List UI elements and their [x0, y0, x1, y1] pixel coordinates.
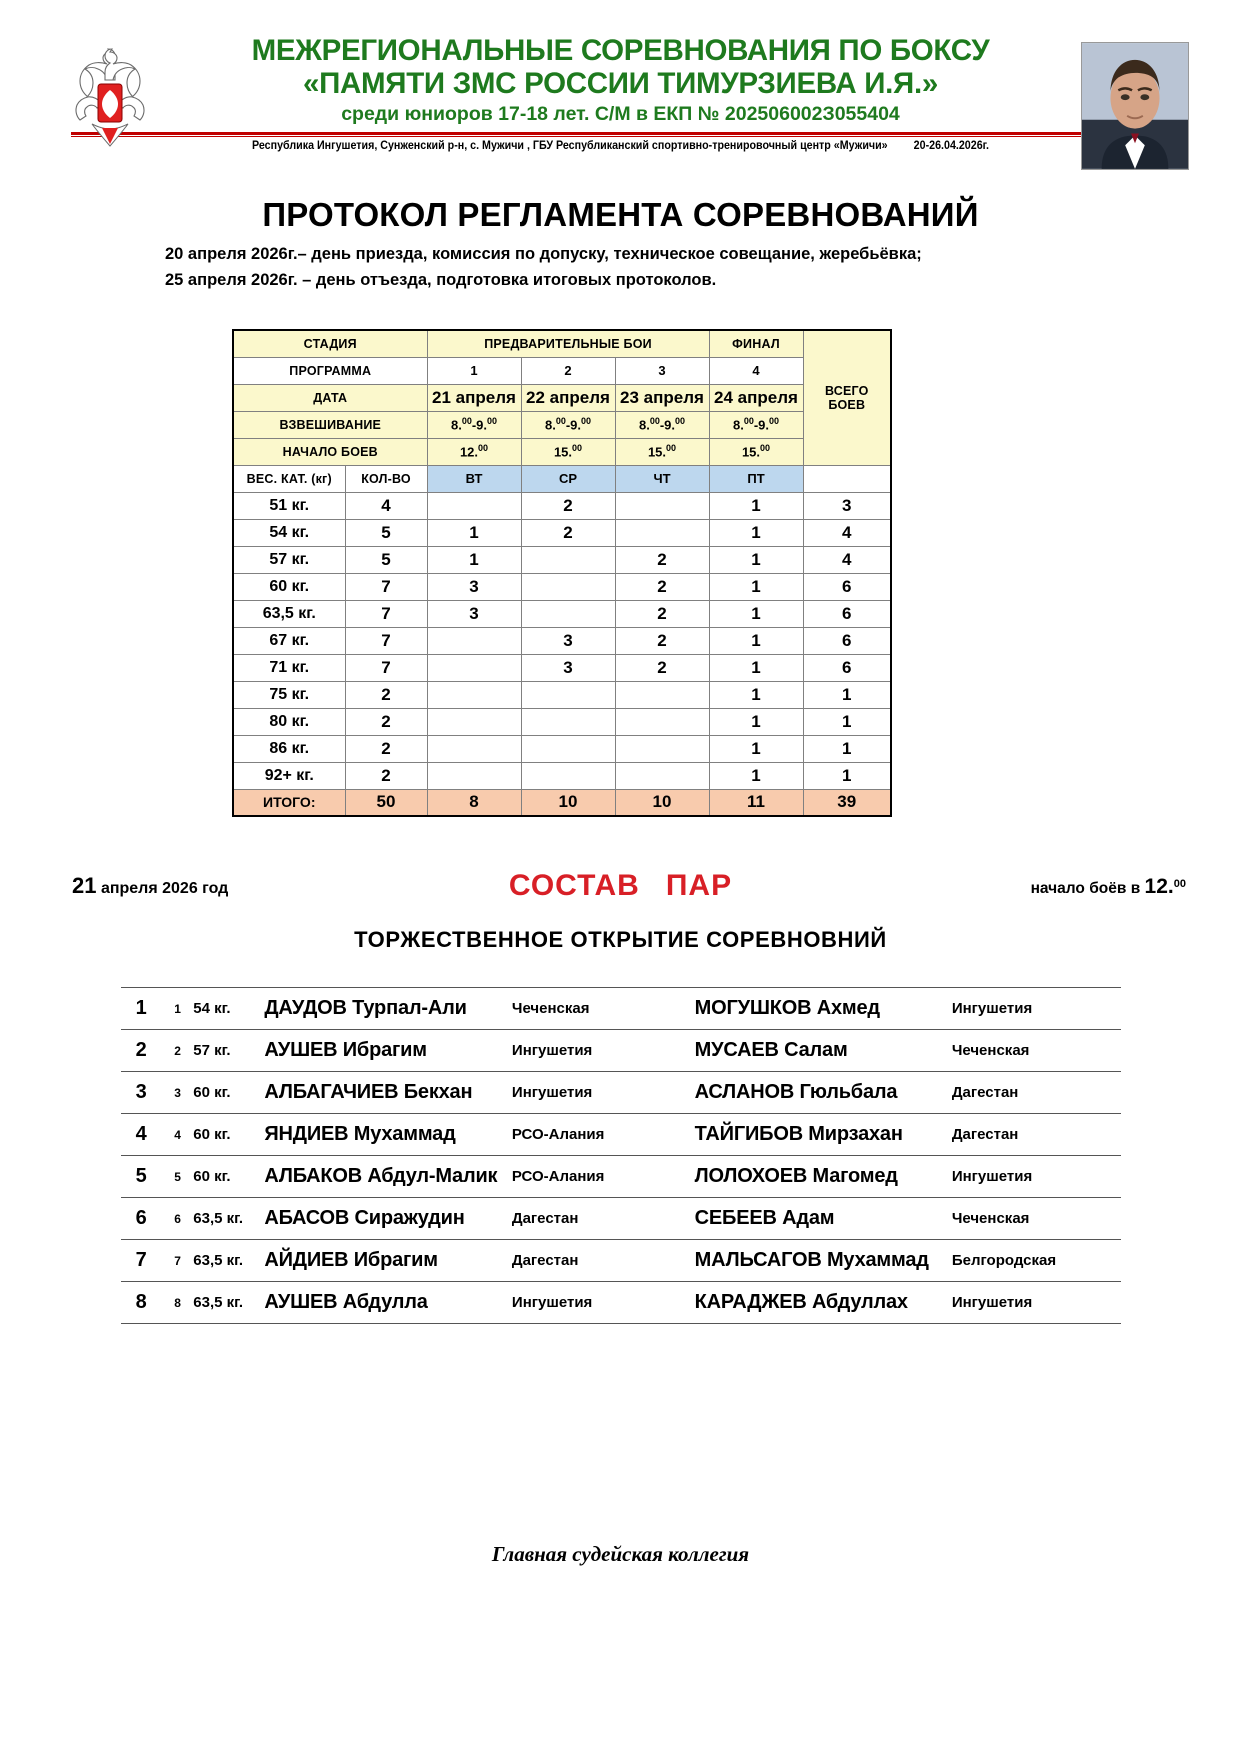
- bout-weight: 60 кг.: [193, 1072, 264, 1114]
- day4-bouts: 1: [709, 762, 803, 789]
- weight-category: 63,5 кг.: [233, 600, 345, 627]
- weight-category: 51 кг.: [233, 492, 345, 519]
- totals-label: ИТОГО:: [233, 789, 345, 816]
- blue-corner-boxer: МАЛЬСАГОВ Мухаммад: [695, 1240, 952, 1282]
- weekday-1: ВТ: [427, 465, 521, 492]
- start-1: 12.00: [427, 438, 521, 465]
- totals-day4: 11: [709, 789, 803, 816]
- day4-bouts: 1: [709, 492, 803, 519]
- day4-bouts: 1: [709, 654, 803, 681]
- day3-bouts: 2: [615, 546, 709, 573]
- day1-bouts: 3: [427, 573, 521, 600]
- day4-bouts: 1: [709, 519, 803, 546]
- bout-weight: 54 кг.: [193, 988, 264, 1030]
- day1-bouts: 1: [427, 546, 521, 573]
- bouts-table: [121, 987, 1121, 1324]
- date-1: 21 апреля: [427, 384, 521, 411]
- day1-bouts: [427, 492, 521, 519]
- program-1: 1: [427, 357, 521, 384]
- schedule-row-program: [233, 357, 891, 384]
- schedule-row-start: [233, 438, 891, 465]
- weekday-total-spacer: [803, 465, 891, 492]
- bout-weight: 60 кг.: [193, 1156, 264, 1198]
- weekday-3: ЧТ: [615, 465, 709, 492]
- row-total: 6: [803, 573, 891, 600]
- boxer-count: 2: [345, 762, 427, 789]
- table-row: [121, 1198, 1121, 1240]
- label-stage: СТАДИЯ: [233, 330, 427, 357]
- weight-category: 71 кг.: [233, 654, 345, 681]
- day2-bouts: [521, 573, 615, 600]
- blue-corner-region: Ингушетия: [952, 1282, 1121, 1324]
- table-row: [121, 1240, 1121, 1282]
- blue-corner-boxer: ТАЙГИБОВ Мирзахан: [695, 1114, 952, 1156]
- pairs-start-label: начало боёв в: [1030, 880, 1141, 898]
- venue-address: Республика Ингушетия, Сунженский р-н, с. Мужичи , ГБУ Республиканский спортивно-тренировочный центр «Мужичи»: [251, 140, 888, 153]
- weight-category: 80 кг.: [233, 708, 345, 735]
- blue-corner-region: Дагестан: [952, 1072, 1121, 1114]
- blue-corner-boxer: АСЛАНОВ Гюльбала: [695, 1072, 952, 1114]
- venue-line: [43, 140, 1197, 152]
- program-2: 2: [521, 357, 615, 384]
- document-intro: [165, 242, 1241, 293]
- day3-bouts: 2: [615, 600, 709, 627]
- day1-bouts: [427, 627, 521, 654]
- table-row: [233, 492, 891, 519]
- day3-bouts: [615, 762, 709, 789]
- memorial-portrait-image: [1081, 42, 1189, 170]
- start-2: 15.00: [521, 438, 615, 465]
- day2-bouts: 3: [521, 654, 615, 681]
- weight-category: 86 кг.: [233, 735, 345, 762]
- weight-category: 57 кг.: [233, 546, 345, 573]
- row-total: 4: [803, 546, 891, 573]
- row-total: 1: [803, 762, 891, 789]
- pairs-date-day: 21: [72, 873, 97, 899]
- event-title-line-2: «ПАМЯТИ ЗМС РОССИИ ТИМУРЗИЕВА И.Я.»: [303, 67, 938, 101]
- red-corner-region: Дагестан: [512, 1240, 695, 1282]
- schedule-row-weekday: [233, 465, 891, 492]
- day1-bouts: [427, 735, 521, 762]
- red-corner-region: Ингушетия: [512, 1030, 695, 1072]
- date-3: 23 апреля: [615, 384, 709, 411]
- weighin-2: 8.00-9.00: [521, 411, 615, 438]
- red-corner-boxer: АЙДИЕВ Ибрагим: [264, 1240, 512, 1282]
- weight-category: 92+ кг.: [233, 762, 345, 789]
- schedule-totals-row: [233, 789, 891, 816]
- red-corner-region: РСО-Алания: [512, 1156, 695, 1198]
- boxer-count: 2: [345, 708, 427, 735]
- bout-sub-number: 1: [162, 988, 193, 1030]
- boxer-count: 2: [345, 735, 427, 762]
- label-date: ДАТА: [233, 384, 427, 411]
- pairs-start-time: [1031, 875, 1186, 899]
- day3-bouts: [615, 708, 709, 735]
- day2-bouts: [521, 681, 615, 708]
- day2-bouts: [521, 708, 615, 735]
- table-row: [233, 708, 891, 735]
- blue-corner-region: Чеченская: [952, 1198, 1121, 1240]
- red-corner-boxer: ЯНДИЕВ Мухаммад: [264, 1114, 512, 1156]
- red-corner-boxer: АУШЕВ Ибрагим: [264, 1030, 512, 1072]
- program-3: 3: [615, 357, 709, 384]
- page-header-banner: [0, 0, 1241, 153]
- row-total: 3: [803, 492, 891, 519]
- day2-bouts: 2: [521, 492, 615, 519]
- day2-bouts: [521, 600, 615, 627]
- day3-bouts: [615, 681, 709, 708]
- bout-sub-number: 5: [162, 1156, 193, 1198]
- row-total: 1: [803, 735, 891, 762]
- day4-bouts: 1: [709, 708, 803, 735]
- pairs-start-value-sup: 00: [1173, 877, 1186, 890]
- day2-bouts: [521, 762, 615, 789]
- table-row: [121, 1282, 1121, 1324]
- schedule-table-wrapper: [0, 329, 1241, 817]
- totals-day3: 10: [615, 789, 709, 816]
- document-title: ПРОТОКОЛ РЕГЛАМЕНТА СОРЕВНОВАНИЙ: [262, 196, 979, 233]
- red-corner-boxer: АУШЕВ Абдулла: [264, 1282, 512, 1324]
- pairs-date-rest: апреля 2026 год: [100, 880, 229, 898]
- blue-corner-boxer: КАРАДЖЕВ Абдуллах: [695, 1282, 952, 1324]
- day3-bouts: 2: [615, 654, 709, 681]
- red-corner-boxer: АБАСОВ Сиражудин: [264, 1198, 512, 1240]
- date-4: 24 апреля: [709, 384, 803, 411]
- table-row: [233, 654, 891, 681]
- bout-number: 8: [121, 1282, 162, 1324]
- day1-bouts: [427, 708, 521, 735]
- day3-bouts: [615, 735, 709, 762]
- stage-final: ФИНАЛ: [709, 330, 803, 357]
- bout-weight: 63,5 кг.: [193, 1240, 264, 1282]
- day4-bouts: 1: [709, 600, 803, 627]
- label-program: ПРОГРАММА: [233, 357, 427, 384]
- red-corner-region: Чеченская: [512, 988, 695, 1030]
- program-4: 4: [709, 357, 803, 384]
- row-total: 4: [803, 519, 891, 546]
- boxer-count: 4: [345, 492, 427, 519]
- pairs-start-value: 12.: [1144, 875, 1174, 899]
- label-weighin: ВЗВЕШИВАНИЕ: [233, 411, 427, 438]
- ceremony-heading: ТОРЖЕСТВЕННОЕ ОТКРЫТИЕ СОРЕВНОВНИЙ: [354, 927, 887, 953]
- red-corner-region: Дагестан: [512, 1198, 695, 1240]
- bout-sub-number: 6: [162, 1198, 193, 1240]
- totals-day2: 10: [521, 789, 615, 816]
- event-title-line-1: МЕЖРЕГИОНАЛЬНЫЕ СОРЕВНОВАНИЯ ПО БОКСУ: [251, 34, 990, 67]
- blue-corner-boxer: МОГУШКОВ Ахмед: [695, 988, 952, 1030]
- weight-category: 75 кг.: [233, 681, 345, 708]
- intro-line-2: 25 апреля 2026г. – день отъезда, подготовка итоговых протоколов.: [165, 270, 717, 289]
- bout-number: 5: [121, 1156, 162, 1198]
- bout-weight: 63,5 кг.: [193, 1282, 264, 1324]
- bout-sub-number: 8: [162, 1282, 193, 1324]
- day4-bouts: 1: [709, 573, 803, 600]
- schedule-row-stage: [233, 330, 891, 357]
- table-row: [121, 1156, 1121, 1198]
- weekday-4: ПТ: [709, 465, 803, 492]
- totals-count: 50: [345, 789, 427, 816]
- table-row: [121, 988, 1121, 1030]
- day1-bouts: [427, 654, 521, 681]
- start-3: 15.00: [615, 438, 709, 465]
- table-row: [121, 1114, 1121, 1156]
- total-bouts-header-line2: БОЕВ: [828, 397, 866, 412]
- weight-category: 67 кг.: [233, 627, 345, 654]
- bout-weight: 63,5 кг.: [193, 1198, 264, 1240]
- venue-dates: 20-26.04.2026г.: [913, 140, 990, 153]
- red-corner-boxer: АЛБАГАЧИЕВ Бекхан: [264, 1072, 512, 1114]
- label-start: НАЧАЛО БОЕВ: [233, 438, 427, 465]
- start-4: 15.00: [709, 438, 803, 465]
- weighin-3: 8.00-9.00: [615, 411, 709, 438]
- totals-day1: 8: [427, 789, 521, 816]
- label-count: КОЛ-ВО: [345, 465, 427, 492]
- table-row: [233, 762, 891, 789]
- day1-bouts: 1: [427, 519, 521, 546]
- blue-corner-region: Ингушетия: [952, 988, 1121, 1030]
- row-total: 6: [803, 600, 891, 627]
- day2-bouts: [521, 546, 615, 573]
- day3-bouts: [615, 519, 709, 546]
- row-total: 1: [803, 708, 891, 735]
- bout-sub-number: 7: [162, 1240, 193, 1282]
- bout-number: 6: [121, 1198, 162, 1240]
- blue-corner-region: Дагестан: [952, 1114, 1121, 1156]
- header-divider-rule: [71, 132, 1171, 137]
- red-corner-boxer: АЛБАКОВ Абдул-Малик: [264, 1156, 512, 1198]
- table-row: [233, 519, 891, 546]
- red-corner-region: РСО-Алания: [512, 1114, 695, 1156]
- day4-bouts: 1: [709, 681, 803, 708]
- table-row: [233, 546, 891, 573]
- bout-weight: 57 кг.: [193, 1030, 264, 1072]
- day1-bouts: 3: [427, 600, 521, 627]
- table-row: [233, 627, 891, 654]
- bout-sub-number: 2: [162, 1030, 193, 1072]
- blue-corner-boxer: ЛОЛОХОЕВ Магомед: [695, 1156, 952, 1198]
- weekday-2: СР: [521, 465, 615, 492]
- bout-number: 2: [121, 1030, 162, 1072]
- boxer-count: 2: [345, 681, 427, 708]
- weight-category: 54 кг.: [233, 519, 345, 546]
- day1-bouts: [427, 681, 521, 708]
- boxer-count: 5: [345, 519, 427, 546]
- weighin-1: 8.00-9.00: [427, 411, 521, 438]
- row-total: 6: [803, 654, 891, 681]
- footer-signature: Главная судейская коллегия: [491, 1542, 750, 1566]
- event-subtitle: среди юниоров 17-18 лет. С/М в ЕКП № 202506002З055404: [341, 103, 900, 126]
- russian-emblem-icon: [62, 44, 158, 154]
- day3-bouts: 2: [615, 573, 709, 600]
- total-bouts-header: [803, 330, 891, 465]
- schedule-row-date: [233, 384, 891, 411]
- day2-bouts: [521, 735, 615, 762]
- weighin-4: 8.00-9.00: [709, 411, 803, 438]
- row-total: 1: [803, 681, 891, 708]
- day2-bouts: 2: [521, 519, 615, 546]
- table-row: [121, 1030, 1121, 1072]
- day4-bouts: 1: [709, 627, 803, 654]
- blue-corner-boxer: СЕБЕЕВ Адам: [695, 1198, 952, 1240]
- boxer-count: 7: [345, 600, 427, 627]
- boxer-count: 5: [345, 546, 427, 573]
- day1-bouts: [427, 762, 521, 789]
- bout-sub-number: 3: [162, 1072, 193, 1114]
- pairs-title-word-2: ПАР: [665, 869, 733, 903]
- boxer-count: 7: [345, 654, 427, 681]
- schedule-row-weighin: [233, 411, 891, 438]
- label-weight-cat: ВЕС. КАТ. (кг): [233, 465, 345, 492]
- bout-number: 3: [121, 1072, 162, 1114]
- pairs-header: [0, 869, 1241, 913]
- row-total: 6: [803, 627, 891, 654]
- bout-sub-number: 4: [162, 1114, 193, 1156]
- day3-bouts: [615, 492, 709, 519]
- boxer-count: 7: [345, 627, 427, 654]
- day4-bouts: 1: [709, 735, 803, 762]
- bout-weight: 60 кг.: [193, 1114, 264, 1156]
- red-corner-region: Ингушетия: [512, 1282, 695, 1324]
- totals-grand: 39: [803, 789, 891, 816]
- table-row: [121, 1072, 1121, 1114]
- red-corner-boxer: ДАУДОВ Турпал-Али: [264, 988, 512, 1030]
- weight-category: 60 кг.: [233, 573, 345, 600]
- schedule-table: [232, 329, 892, 817]
- day2-bouts: 3: [521, 627, 615, 654]
- blue-corner-boxer: МУСАЕВ Салам: [695, 1030, 952, 1072]
- boxer-count: 7: [345, 573, 427, 600]
- day3-bouts: 2: [615, 627, 709, 654]
- date-2: 22 апреля: [521, 384, 615, 411]
- day4-bouts: 1: [709, 546, 803, 573]
- table-row: [233, 573, 891, 600]
- table-row: [233, 735, 891, 762]
- table-row: [233, 681, 891, 708]
- pairs-title-word-1: СОСТАВ: [508, 869, 640, 903]
- intro-line-1: 20 апреля 2026г.– день приезда, комиссия по допуску, техническое совещание, жеребьёвка;: [165, 245, 922, 263]
- table-row: [233, 600, 891, 627]
- blue-corner-region: Чеченская: [952, 1030, 1121, 1072]
- red-corner-region: Ингушетия: [512, 1072, 695, 1114]
- bout-number: 1: [121, 988, 162, 1030]
- banner-text-block: [0, 34, 1241, 127]
- blue-corner-region: Ингушетия: [952, 1156, 1121, 1198]
- bout-number: 7: [121, 1240, 162, 1282]
- total-bouts-header-line1: ВСЕГО: [824, 383, 869, 398]
- bout-number: 4: [121, 1114, 162, 1156]
- blue-corner-region: Белгородская: [952, 1240, 1121, 1282]
- stage-prelim: ПРЕДВАРИТЕЛЬНЫЕ БОИ: [427, 330, 709, 357]
